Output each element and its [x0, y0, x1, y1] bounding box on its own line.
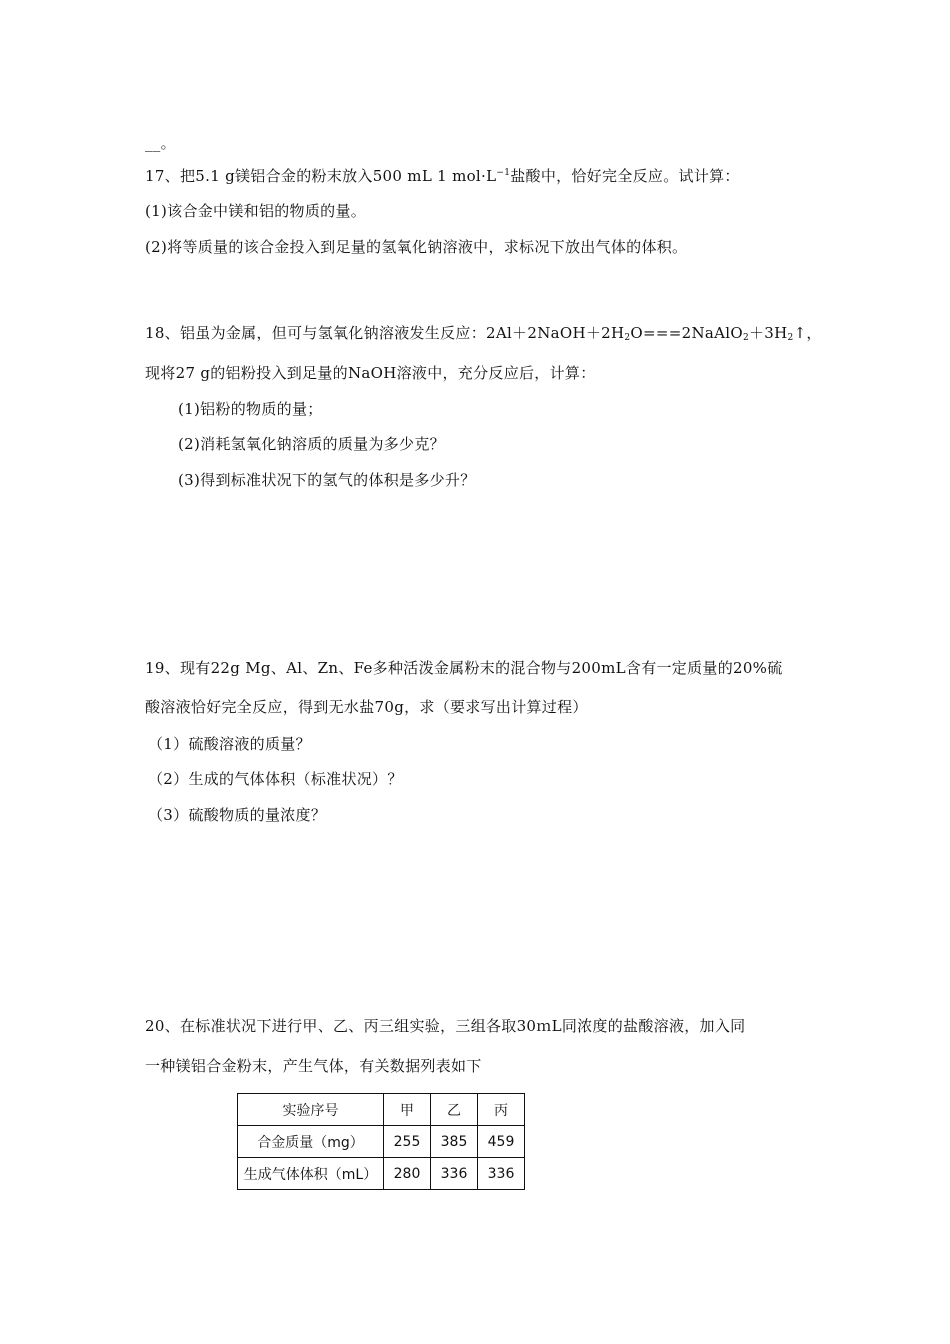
question-17-line-1	[145, 165, 740, 186]
q18-subscript-3: 2	[787, 333, 794, 343]
q18-text-d: ↑，	[793, 324, 822, 342]
table-row	[238, 1158, 525, 1190]
table-cell: 255	[384, 1126, 431, 1158]
question-19-line-1: 19、现有22g Mg、Al、Zn、Fe多种活泼金属粉末的混合物与200mL含有一定质量的20%硫	[145, 659, 783, 677]
table-header-cell: 丙	[478, 1094, 525, 1126]
table-cell: 459	[478, 1126, 525, 1158]
q18-text-b: O===2NaAlO	[630, 324, 743, 342]
table-cell: 385	[431, 1126, 478, 1158]
question-18-line-1	[145, 322, 822, 343]
q18-text-c: ＋3H	[749, 324, 788, 342]
question-17-part-2: (2)将等质量的该合金投入到足量的氢氧化钠溶液中，求标况下放出气体的体积。	[145, 238, 688, 256]
table-cell: 336	[478, 1158, 525, 1190]
q17-text-b: 盐酸中，恰好完全反应。试计算：	[510, 167, 740, 185]
table-cell: 合金质量（mg）	[238, 1126, 384, 1158]
q17-text-a: 17、把5.1 g镁铝合金的粉末放入500 mL 1 mol·L	[145, 167, 497, 185]
question-19-line-2: 酸溶液恰好完全反应，得到无水盐70g，求（要求写出计算过程）	[145, 698, 588, 716]
table-header-cell: 乙	[431, 1094, 478, 1126]
answer-blank-fragment: __。	[145, 134, 176, 152]
question-19-part-3: （3）硫酸物质的量浓度？	[148, 806, 327, 824]
q17-superscript: −1	[496, 168, 511, 178]
experiment-data-table	[237, 1093, 525, 1190]
q18-subscript-2: 2	[742, 333, 749, 343]
question-19-part-1: （1）硫酸溶液的质量？	[148, 735, 311, 753]
q18-subscript-1: 2	[624, 333, 631, 343]
q18-text-a: 18、铝虽为金属，但可与氢氧化钠溶液发生反应：2Al＋2NaOH＋2H	[145, 324, 625, 342]
question-18-line-2: 现将27 g的铝粉投入到足量的NaOH溶液中，充分反应后，计算：	[145, 364, 596, 382]
question-19-part-2: （2）生成的气体体积（标准状况）？	[148, 770, 403, 788]
question-18-part-1: (1)铝粉的物质的量；	[178, 400, 323, 418]
table-header-cell: 实验序号	[238, 1094, 384, 1126]
table-row	[238, 1126, 525, 1158]
table-cell: 280	[384, 1158, 431, 1190]
table-header-cell: 甲	[384, 1094, 431, 1126]
table-header-row	[238, 1094, 525, 1126]
question-18-part-2: (2)消耗氢氧化钠溶质的质量为多少克？	[178, 435, 445, 453]
question-20-line-2: 一种镁铝合金粉末，产生气体，有关数据列表如下	[145, 1057, 482, 1075]
table-cell: 生成气体体积（mL）	[238, 1158, 384, 1190]
table-cell: 336	[431, 1158, 478, 1190]
question-17-part-1: (1)该合金中镁和铝的物质的量。	[145, 202, 367, 220]
question-20-line-1: 20、在标准状况下进行甲、乙、丙三组实验，三组各取30ｍL同浓度的盐酸溶液，加入同	[145, 1017, 746, 1035]
question-18-part-3: (3)得到标准状况下的氢气的体积是多少升？	[178, 471, 476, 489]
